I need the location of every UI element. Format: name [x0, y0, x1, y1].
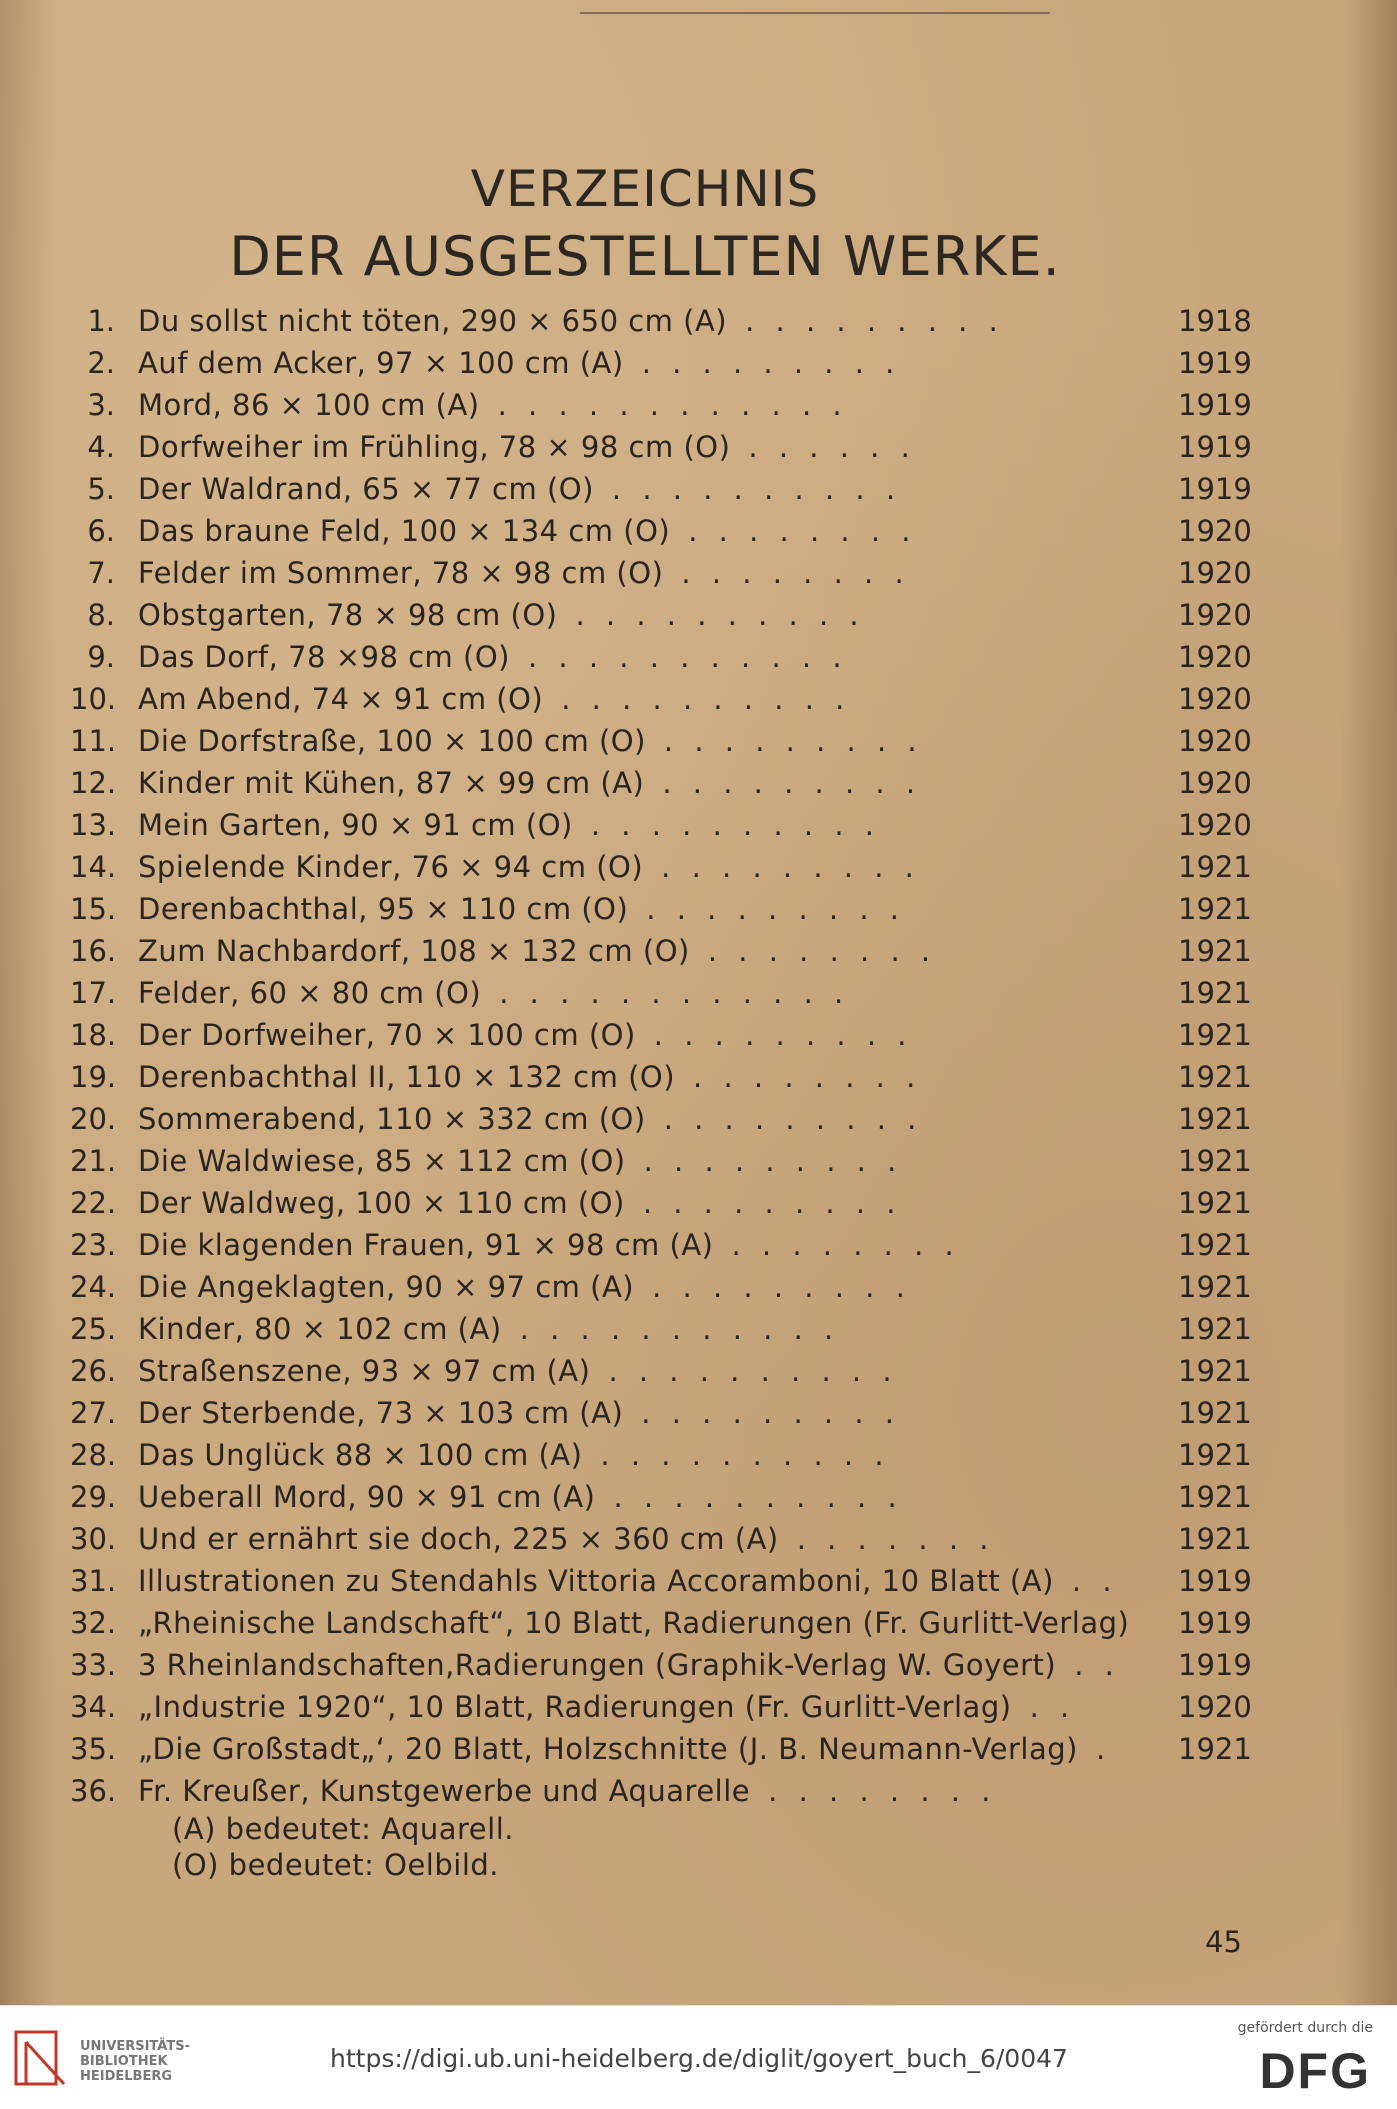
item-text: Spielende Kinder, 76 × 94 cm (O): [138, 850, 644, 884]
item-title: [138, 1098, 922, 1140]
leader-dots: . . . . . . . . . .: [608, 1354, 898, 1388]
list-item: [70, 888, 1250, 930]
leader-dots: . . . . . . . . .: [641, 1396, 900, 1430]
list-item: [70, 1056, 1250, 1098]
list-item: [70, 594, 1250, 636]
item-number: 22.: [70, 1186, 117, 1220]
list-item: [70, 1098, 1250, 1140]
item-text: Auf dem Acker, 97 × 100 cm (A): [138, 346, 624, 380]
item-year: 1921: [1178, 1270, 1252, 1304]
item-number: 9.: [87, 640, 115, 674]
item-text: Die Dorfstraße, 100 × 100 cm (O): [138, 724, 646, 758]
list-item: [70, 1308, 1250, 1350]
item-number: 17.: [70, 976, 117, 1010]
footer-bar: [0, 2005, 1397, 2109]
item-number: 21.: [70, 1144, 117, 1178]
item-year: 1921: [1178, 1522, 1252, 1556]
item-number: 15.: [70, 892, 117, 926]
list-item: [70, 1728, 1250, 1770]
item-number: 14.: [70, 850, 117, 884]
leader-dots: . . . . . . . .: [731, 1228, 960, 1262]
leader-dots: . . . . . . . . .: [652, 1270, 911, 1304]
list-item: [70, 1266, 1250, 1308]
item-title: [138, 1728, 1111, 1770]
list-item: [70, 426, 1250, 468]
item-number: 23.: [70, 1228, 117, 1262]
item-number: 26.: [70, 1354, 117, 1388]
item-number: 1.: [87, 304, 115, 338]
item-title: [138, 1560, 1118, 1602]
source-url-link[interactable]: https://digi.ub.uni-heidelberg.de/diglit/goyert_buch_6/0047: [330, 2044, 1068, 2073]
item-year: 1920: [1178, 640, 1252, 674]
item-text: Felder im Sommer, 78 × 98 cm (O): [138, 556, 664, 590]
leader-dots: . . . . . . . . . .: [561, 682, 851, 716]
leader-dots: . . . . . . . . . .: [575, 598, 865, 632]
list-item: [70, 468, 1250, 510]
works-list: [70, 300, 1250, 1812]
item-year: 1919: [1178, 430, 1252, 464]
item-number: 29.: [70, 1480, 117, 1514]
item-title: [138, 426, 916, 468]
list-item: [70, 1686, 1250, 1728]
leader-dots: . . . . . . . . . .: [613, 1480, 903, 1514]
item-text: Fr. Kreußer, Kunstgewerbe und Aquarelle: [138, 1774, 751, 1808]
item-number: 24.: [70, 1270, 117, 1304]
item-title: [138, 1014, 913, 1056]
item-text: Die klagenden Frauen, 91 × 98 cm (A): [138, 1228, 714, 1262]
leader-dots: . .: [1074, 1648, 1120, 1682]
list-item: [70, 1350, 1250, 1392]
institution-line-2: BIBLIOTHEK: [80, 2054, 168, 2069]
legend-aquarell: (A) bedeutet: Aquarell.: [172, 1812, 514, 1846]
item-year: 1920: [1178, 766, 1252, 800]
item-year: 1920: [1178, 598, 1252, 632]
leader-dots: . . . . . . . . .: [653, 1018, 913, 1052]
item-title: [138, 510, 917, 552]
leader-dots: . . . . . . .: [796, 1522, 995, 1556]
item-title: [138, 1518, 995, 1560]
item-number: 6.: [87, 514, 115, 548]
list-item: [70, 762, 1250, 804]
heading-line-1: VERZEICHNIS: [470, 160, 820, 218]
item-year: 1919: [1178, 1648, 1252, 1682]
item-number: 35.: [70, 1732, 117, 1766]
item-number: 13.: [70, 808, 117, 842]
top-rule: [580, 12, 1050, 14]
leader-dots: . . . . . . . . .: [662, 766, 922, 800]
item-title: [138, 636, 848, 678]
page-number: 45: [1205, 1925, 1242, 1959]
item-text: Sommerabend, 110 × 332 cm (O): [138, 1102, 646, 1136]
item-year: 1920: [1178, 1690, 1252, 1724]
item-number: 11.: [70, 724, 117, 758]
item-title: [138, 1476, 903, 1518]
item-text: Am Abend, 74 × 91 cm (O): [138, 682, 544, 716]
heading-line-2: DER AUSGESTELLTEN WERKE.: [229, 225, 1061, 288]
item-text: Illustrationen zu Stendahls Vittoria Accoramboni, 10 Blatt (A): [138, 1564, 1054, 1598]
list-item: [70, 384, 1250, 426]
item-text: Das Dorf, 78 ×98 cm (O): [138, 640, 510, 674]
item-year: 1921: [1178, 1312, 1252, 1346]
funding-note: gefördert durch die: [1237, 2020, 1373, 2036]
leader-dots: . . . . . . . . .: [643, 1144, 903, 1178]
item-text: Und er ernährt sie doch, 225 × 360 cm (A): [138, 1522, 779, 1556]
item-text: Derenbachthal, 95 × 110 cm (O): [138, 892, 629, 926]
item-title: [138, 1140, 902, 1182]
item-text: Ueberall Mord, 90 × 91 cm (A): [138, 1480, 596, 1514]
item-title: [138, 1308, 839, 1350]
list-item: [70, 846, 1250, 888]
item-text: Mein Garten, 90 × 91 cm (O): [138, 808, 573, 842]
leader-dots: . . . . . . . . .: [745, 304, 1004, 338]
item-title: [138, 930, 936, 972]
item-text: 3 Rheinlandschaften,Radierungen (Graphik-Verlag W. Goyert): [138, 1648, 1057, 1682]
item-text: Die Waldwiese, 85 × 112 cm (O): [138, 1144, 626, 1178]
list-item: [70, 1518, 1250, 1560]
library-logo-icon: [12, 2026, 74, 2092]
leader-dots: . . . . . .: [748, 430, 916, 464]
item-title: [138, 1224, 960, 1266]
item-year: 1921: [1178, 1102, 1252, 1136]
item-text: Felder, 60 × 80 cm (O): [138, 976, 482, 1010]
list-item: [70, 930, 1250, 972]
item-title: [138, 720, 923, 762]
list-item: [70, 636, 1250, 678]
item-text: Der Waldrand, 65 × 77 cm (O): [138, 472, 594, 506]
leader-dots: . . . . . . . . . . .: [519, 1312, 840, 1346]
list-item: [70, 972, 1250, 1014]
item-title: [138, 552, 910, 594]
item-text: Das Unglück 88 × 100 cm (A): [138, 1438, 583, 1472]
item-year: 1920: [1178, 556, 1252, 590]
leader-dots: . . . . . . . .: [688, 514, 917, 548]
item-text: Der Sterbende, 73 × 103 cm (A): [138, 1396, 624, 1430]
leader-dots: . . . . . . . . . .: [590, 808, 880, 842]
list-item: [70, 1182, 1250, 1224]
leader-dots: . . . . . . . . .: [661, 850, 920, 884]
item-year: 1920: [1178, 724, 1252, 758]
item-title: [138, 1644, 1120, 1686]
item-title: [138, 594, 865, 636]
item-title: [138, 888, 905, 930]
item-number: 5.: [87, 472, 115, 506]
list-item: [70, 1560, 1250, 1602]
item-number: 33.: [70, 1648, 117, 1682]
item-text: „Rheinische Landschaft“, 10 Blatt, Radierungen (Fr. Gurlitt-Verlag): [138, 1606, 1130, 1640]
item-number: 3.: [87, 388, 115, 422]
list-item: [70, 1644, 1250, 1686]
item-year: 1921: [1178, 1060, 1252, 1094]
item-title: [138, 1350, 898, 1392]
institution-line-3: HEIDELBERG: [80, 2069, 173, 2084]
item-number: 31.: [70, 1564, 117, 1598]
list-item: [70, 1434, 1250, 1476]
item-title: [138, 846, 920, 888]
item-text: Obstgarten, 78 × 98 cm (O): [138, 598, 558, 632]
item-year: 1920: [1178, 514, 1252, 548]
item-text: Straßenszene, 93 × 97 cm (A): [138, 1354, 591, 1388]
leader-dots: . . . . . . . .: [768, 1774, 997, 1808]
item-year: 1919: [1178, 472, 1252, 506]
list-item: [70, 804, 1250, 846]
item-number: 2.: [87, 346, 115, 380]
item-title: [138, 1770, 996, 1812]
leader-dots: .: [1095, 1732, 1112, 1766]
item-year: 1921: [1178, 1018, 1252, 1052]
list-item: [70, 1224, 1250, 1266]
item-number: 18.: [70, 1018, 117, 1052]
item-number: 16.: [70, 934, 117, 968]
list-item: [70, 1014, 1250, 1056]
list-item: [70, 1140, 1250, 1182]
list-item: [70, 552, 1250, 594]
item-number: 25.: [70, 1312, 117, 1346]
item-text: Derenbachthal II, 110 × 132 cm (O): [138, 1060, 676, 1094]
leader-dots: . . . . . . . .: [681, 556, 910, 590]
item-year: 1919: [1178, 1606, 1252, 1640]
item-year: 1920: [1178, 682, 1252, 716]
item-title: [138, 678, 850, 720]
item-text: Der Dorfweiher, 70 × 100 cm (O): [138, 1018, 636, 1052]
leader-dots: . . . . . . . . . . . .: [497, 388, 848, 422]
item-title: [138, 1056, 921, 1098]
institution-line-1: UNIVERSITÄTS-: [80, 2039, 190, 2054]
item-year: 1919: [1178, 388, 1252, 422]
leader-dots: . . . . . . . .: [707, 934, 937, 968]
item-text: „Industrie 1920“, 10 Blatt, Radierungen (Fr. Gurlitt-Verlag): [138, 1690, 1012, 1724]
list-item: [70, 1476, 1250, 1518]
dfg-logo: DFG: [1259, 2043, 1371, 2099]
item-year: 1921: [1178, 1354, 1252, 1388]
item-number: 32.: [70, 1606, 117, 1640]
item-title: [138, 1182, 902, 1224]
item-year: 1921: [1178, 850, 1252, 884]
leader-dots: . . . . . . . . .: [646, 892, 905, 926]
item-text: Kinder, 80 × 102 cm (A): [138, 1312, 502, 1346]
item-year: 1921: [1178, 1480, 1252, 1514]
leader-dots: . . . . . . . . . . .: [527, 640, 848, 674]
legend-oelbild: (O) bedeutet: Oelbild.: [172, 1848, 499, 1882]
item-number: 12.: [70, 766, 117, 800]
item-year: 1921: [1178, 1186, 1252, 1220]
item-year: 1921: [1178, 1732, 1252, 1766]
item-number: 4.: [87, 430, 115, 464]
leader-dots: . . . . . . . .: [693, 1060, 922, 1094]
item-text: Dorfweiher im Frühling, 78 × 98 cm (O): [138, 430, 731, 464]
item-year: 1918: [1178, 304, 1252, 338]
item-year: 1921: [1178, 892, 1252, 926]
item-year: 1921: [1178, 976, 1252, 1010]
item-text: Der Waldweg, 100 × 110 cm (O): [138, 1186, 625, 1220]
item-title: [138, 468, 901, 510]
item-number: 10.: [70, 682, 117, 716]
leader-dots: . . . . . . . . .: [642, 1186, 902, 1220]
list-item: [70, 300, 1250, 342]
item-title: [138, 1392, 900, 1434]
leader-dots: . . . . . . . . .: [641, 346, 901, 380]
item-year: 1921: [1178, 934, 1252, 968]
item-text: Du sollst nicht töten, 290 × 650 cm (A): [138, 304, 728, 338]
item-number: 36.: [70, 1774, 117, 1808]
item-text: Die Angeklagten, 90 × 97 cm (A): [138, 1270, 635, 1304]
item-title: [138, 1434, 890, 1476]
item-title: [138, 804, 880, 846]
item-number: 20.: [70, 1102, 117, 1136]
item-number: 30.: [70, 1522, 117, 1556]
item-title: [138, 1602, 1147, 1644]
leader-dots: . . . . . . . . . .: [600, 1438, 890, 1472]
item-year: 1919: [1178, 1564, 1252, 1598]
list-item: [70, 342, 1250, 384]
item-title: [138, 300, 1004, 342]
leader-dots: . . . . . . . . . . . .: [499, 976, 850, 1010]
item-number: 8.: [87, 598, 115, 632]
list-item: [70, 1602, 1250, 1644]
leader-dots: . .: [1029, 1690, 1076, 1724]
list-item: [70, 678, 1250, 720]
item-year: 1921: [1178, 1144, 1252, 1178]
item-number: 28.: [70, 1438, 117, 1472]
item-text: Mord, 86 × 100 cm (A): [138, 388, 480, 422]
leader-dots: . . . . . . . . . .: [611, 472, 902, 506]
leader-dots: . . . . . . . . .: [663, 1102, 923, 1136]
item-number: 19.: [70, 1060, 117, 1094]
list-item: [70, 1770, 1250, 1812]
item-number: 7.: [87, 556, 115, 590]
item-title: [138, 384, 848, 426]
item-title: [138, 972, 849, 1014]
item-title: [138, 1266, 911, 1308]
list-item: [70, 1392, 1250, 1434]
item-title: [138, 762, 921, 804]
leader-dots: . . . . . . . . .: [663, 724, 923, 758]
leader-dots: . .: [1071, 1564, 1118, 1598]
item-year: 1920: [1178, 808, 1252, 842]
item-text: Kinder mit Kühen, 87 × 99 cm (A): [138, 766, 645, 800]
list-item: [70, 510, 1250, 552]
list-item: [70, 720, 1250, 762]
item-text: Zum Nachbardorf, 108 × 132 cm (O): [138, 934, 690, 968]
item-number: 27.: [70, 1396, 117, 1430]
item-year: 1921: [1178, 1438, 1252, 1472]
item-text: Das braune Feld, 100 × 134 cm (O): [138, 514, 671, 548]
item-title: [138, 1686, 1075, 1728]
item-year: 1919: [1178, 346, 1252, 380]
item-number: 34.: [70, 1690, 117, 1724]
item-year: 1921: [1178, 1396, 1252, 1430]
item-title: [138, 342, 900, 384]
item-text: „Die Großstadt„‘, 20 Blatt, Holzschnitte (J. B. Neumann-Verlag): [138, 1732, 1078, 1766]
institution-name: [80, 2039, 190, 2084]
item-year: 1921: [1178, 1228, 1252, 1262]
